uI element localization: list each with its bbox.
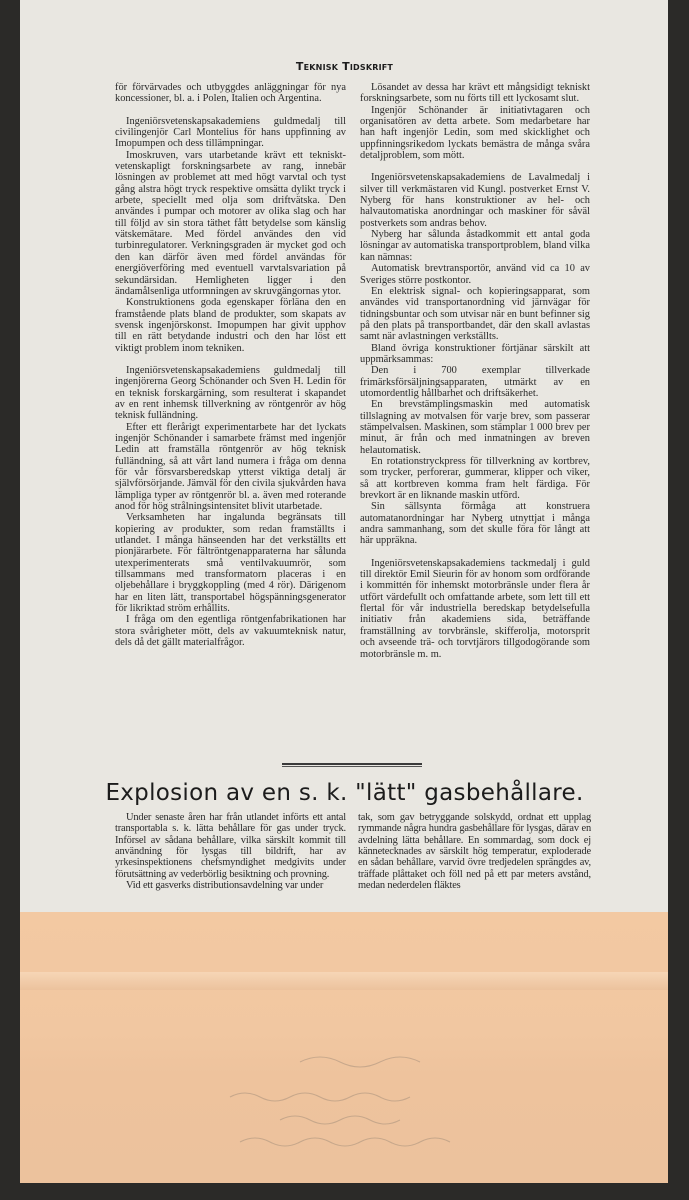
paragraph: Ingeniörsvetenskapsakademiens guldmedalj till ingenjörerna Georg Schönander och Sven H. Ledin för en teknisk forskargärning, som resulterat i skapandet av en rent inhemsk tillverkning av röntgenrör av hög teknisk fulländning.: [115, 364, 346, 422]
article-title: Explosion av en s. k. "lätt" gasbehållare.: [105, 780, 584, 806]
paragraph: Konstruktionens goda egenskaper förläna den en framstående plats bland de produkter, som skapats av svensk ingenjörskonst. Imopumpen har givit upphov till en rätt betydande industri och den har löst ett viktigt problem inom tekniken.: [115, 297, 346, 354]
paragraph: Ingeniörsvetenskapsakademiens tackmedalj i guld till direktör Emil Sieurin för av honom som ordförande i kommittén för inhemskt motorbränsle under flera år utfört värdefullt och omfattande arbete, som lett till ett flertal för vår industriella beredskap betydelsefulla initiativ från akademiens sida, beträffande framställning av torvbränsle, skifferolja, motorsprit och avseende trä- och torvtjärors tillgodogörande som motorbränsle m. m.: [360, 557, 590, 660]
paragraph: I fråga om den egentliga röntgenfabrikationen har stora svårigheter mött, dels av vakuumteknisk natur, dels då det gällt materialfrågor.: [115, 614, 346, 649]
paragraph: Vid ett gasverks distributionsavdelning var under: [126, 880, 324, 892]
paragraph: Lösandet av dessa har krävt ett mångsidigt tekniskt forskningsarbete, som nu förts till ett lyckosamt slut.: [360, 82, 590, 105]
paragraph: En brevstämplingsmaskin med automatisk tillslagning av motvalsen för varje brev, som passerar stämpelvalsen. Maskinen, som stämplar 1 000 brev per minut, är från och med inmatningen av breven helautomatisk.: [360, 399, 590, 456]
pencil-handwriting: [190, 1042, 540, 1152]
paragraph: Den i 700 exemplar tillverkade frimärksförsäljningsapparaten, utmärkt av en utomordentlig hållbarhet och driftsäkerhet.: [360, 365, 590, 399]
paragraph: Bland övriga konstruktioner förtjänar särskilt att uppmärksammas:: [360, 342, 590, 365]
paragraph: Ingeniörsvetenskapsakademiens de Lavalmedalj i silver till verkmästaren vid Kungl. postverket Ernst V. Nyberg för hans konstruktioner av hel- och halvautomatiska anordningar och maskiner för såväl postverkets som andras behov.: [360, 172, 590, 229]
paragraph: Nyberg har sålunda åstadkommit ett antal goda lösningar av automatiska transportproblem, bland vilka kan nämnas:: [360, 229, 590, 263]
right-column: [360, 82, 590, 660]
paper-fold: [20, 972, 668, 990]
paragraph: En rotationstryckpress för tillverkning av kortbrev, som trycker, perforerar, gummerar, klipper och viker, så att kortbreven komma fram helt färdiga. För brevkort är en liknande maskin utförd.: [360, 456, 590, 502]
paragraph: Automatisk brevtransportör, använd vid ca 10 av Sveriges större postkontor.: [360, 263, 590, 286]
paragraph: för förvärvades och utbyggdes anläggningar för nya koncessioner, bl. a. i Polen, Italien och Argentina.: [115, 82, 346, 105]
paragraph: Verksamheten har ingalunda begränsats till kopiering av produkter, som redan framställts i utlandet. I många hänseenden har det verkställts ett pionjärarbete. För fältröntgenapparaterna har sålunda utexperimenterats små ventilvakuumrör, som tillsammans med transformatorn placeras i en oljebehållare i bryggkoppling (med 4 rör). Därigenom har en liten lätt, transportabel högspänningsgenerator för likriktad ström erhållits.: [115, 512, 346, 615]
paragraph: Ingeniörsvetenskapsakademiens guldmedalj till civilingenjör Carl Montelius för hans uppfinning av Imopumpen och dess tillämpningar.: [115, 115, 346, 150]
paragraph: Efter ett flerårigt experimentarbete har det lyckats ingenjör Schönander i samarbete främst med ingenjör Ledin att framställa röntgenrör av hög teknisk fulländning, så att vårt land numera i fråga om denna för vår försvarsberedskap ytterst viktiga detalj är självförsörjande. Jämväl för den civila sjukvården hava lämpliga typer av röntgenrör bl. a. även med roterande anod för hög strålningsintensitet blivit utarbetade.: [115, 421, 346, 513]
paragraph: Sin sällsynta förmåga att konstruera automatanordningar har Nyberg utnyttjat i många andra sammanhang, som det skulle föra för långt att här uppräkna.: [360, 501, 590, 547]
section-divider: [282, 763, 422, 767]
backing-sheet: [20, 912, 668, 1183]
paragraph: tak, som gav betryggande solskydd, ordnat ett upplag rymmande några hundra gasbehållare för lysgas, därav en avdelning lätta behållare. En sommardag, som dock ej kännetecknades av särskilt hög temperatur, exploderade en sådan behållare, varvid övre tredjedelen sprängdes av, träffade plåttaket och föll ned på ett par meters avstånd, medan nederdelen fläktes: [358, 812, 591, 892]
article-left-column: [115, 812, 346, 891]
paragraph: Under senaste åren har från utlandet införts ett antal transportabla s. k. lätta behållare för gas under tryck. Införsel av sådana behållare, vilka särskilt kommit till användning för lysgas till bildrift, har av yrkesinspektionens chefsmyndighet medgivits under förutsättning av vederbörlig besiktning och provning.: [115, 812, 346, 880]
journal-header: Teknisk Tidskrift: [295, 60, 394, 73]
paragraph: En elektrisk signal- och kopieringsapparat, som användes vid transportanordning vid järnvägar för tidningsbuntar och som utvisar när en bunt befinner sig på den plats på transportbandet, där den skall avlastas samt när avlastningen verkställts.: [360, 285, 590, 343]
left-column: [115, 82, 346, 649]
paragraph: Imoskruven, vars utarbetande krävt ett tekniskt-vetenskapligt forskningsarbete av rang, innebär lösningen av problemet att med högt varvtal och tyst gång alstra högt tryck respektive omsätta dylikt tryck i arbete, speciellt med olja som driftvätska. Den användes i pumpar och motorer av olika slag och har till följd av sin stora täthet fått betydelse som känslig vätskemätare. Med fördel användes den vid turbinregulatorer. Verkningsgraden är mycket god och den kan därför även med fördel användas för energiöverföring med eventuell varvtalsvariation på sekundärsidan. Hemligheten ligger i den ändamålsenliga utformningen av skruvgängornas ytor.: [115, 149, 346, 297]
article-right-column: [358, 812, 591, 891]
paragraph: Ingenjör Schönander är initiativtagaren och organisatören av detta arbete. Som medarbetare har han haft ingenjör Ledin, som med skicklighet och uppfinningsrikedom lyckats bemästra de många svåra detaljproblem, som mött.: [360, 104, 590, 162]
